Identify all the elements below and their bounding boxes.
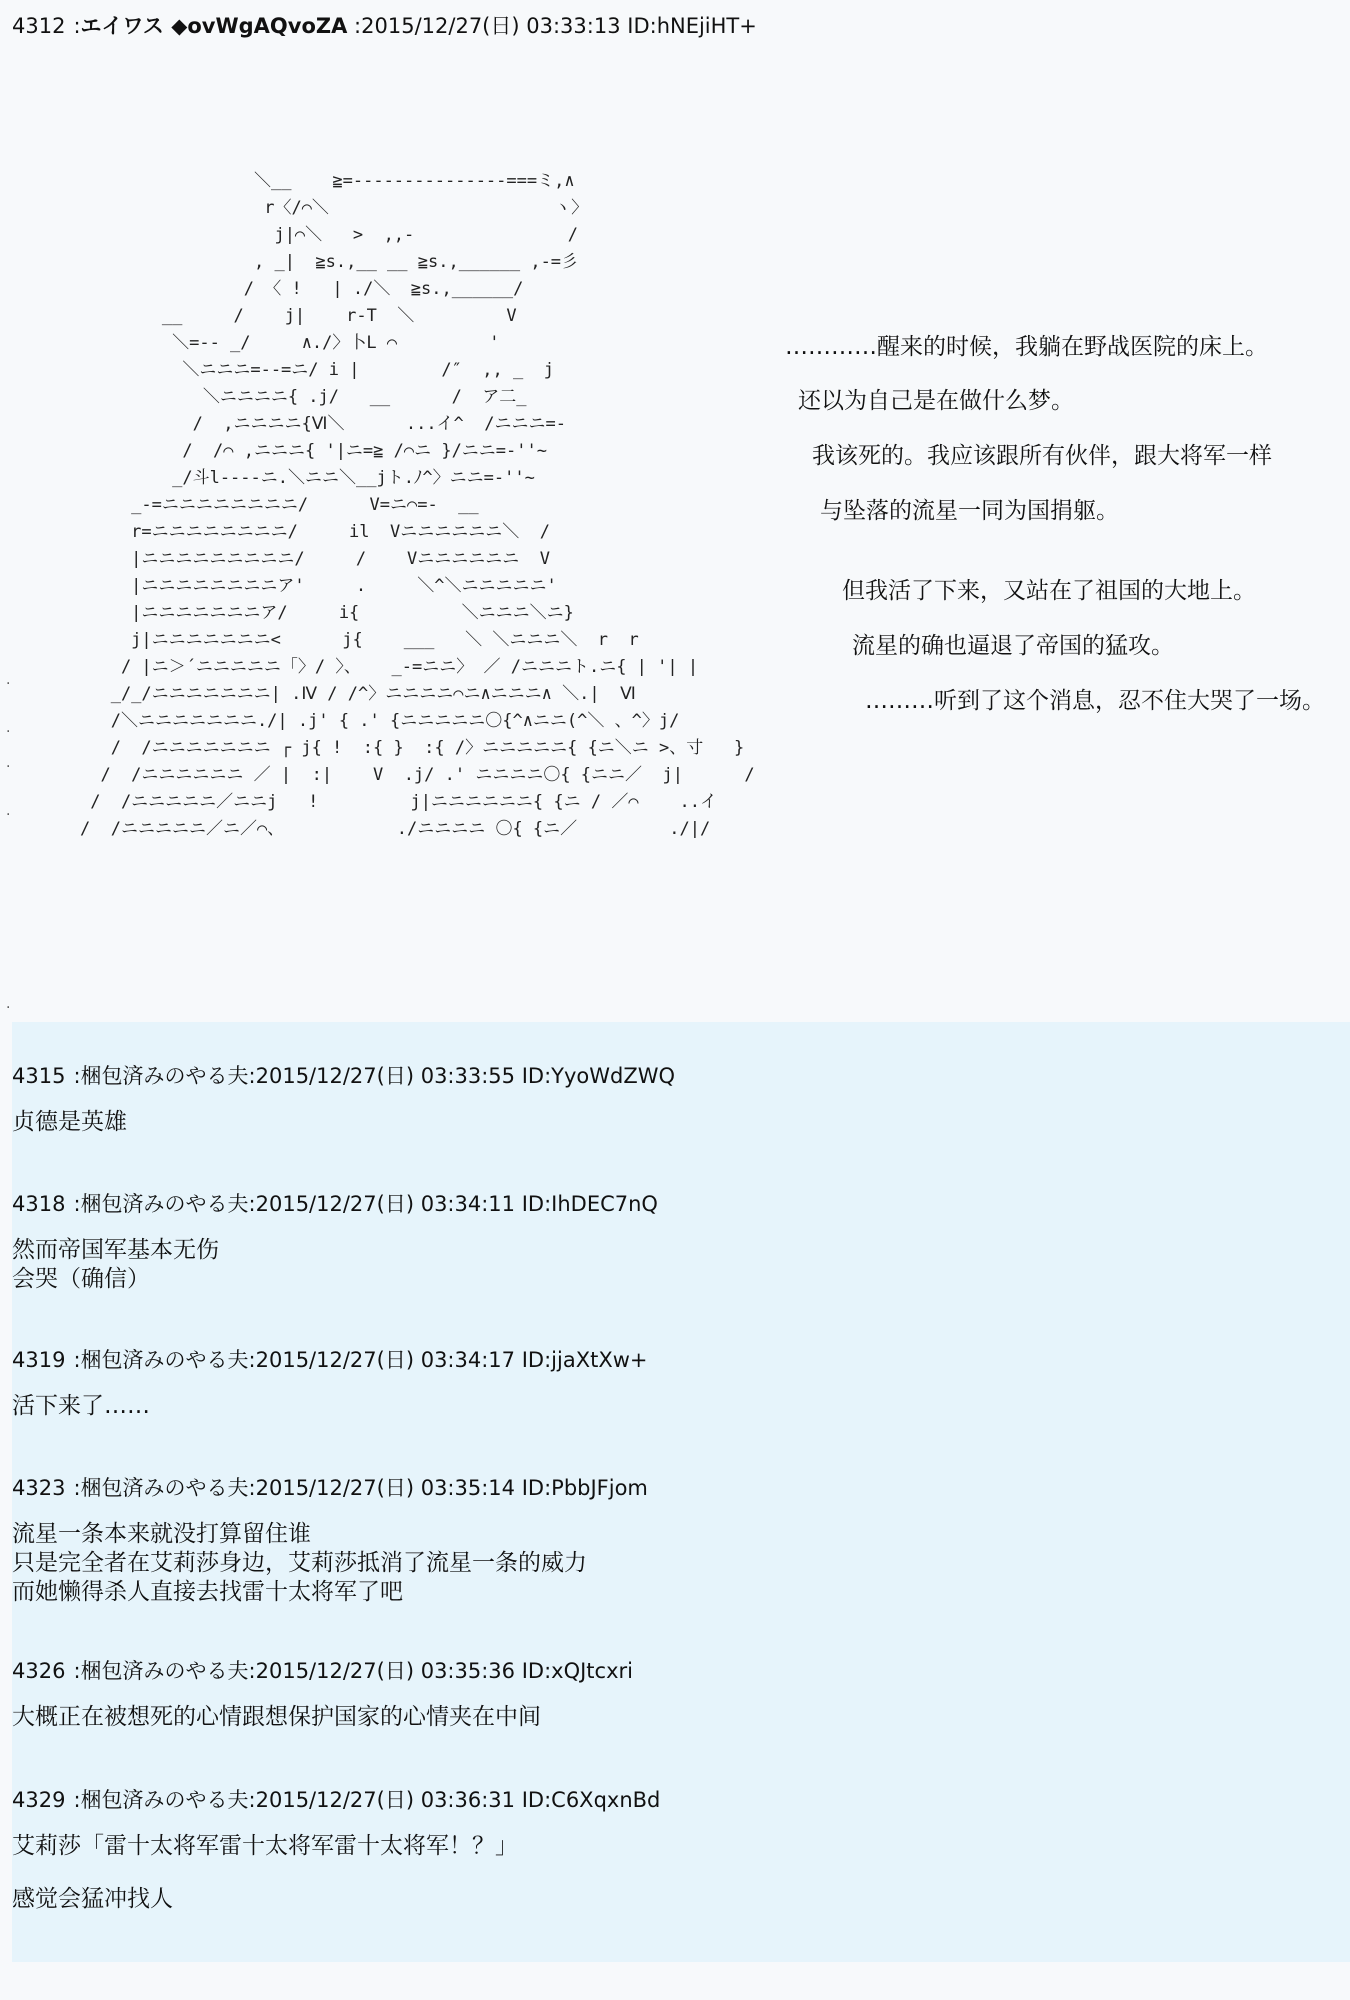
- ascii-art-text: ＼__ ≧=---------------===ミ,∧ r〈/⌒＼ ヽ〉 j|⌒＼ > ,,- / , _| ≧s.,__ __ ≧s.,______ ,-=彡 / 〈 ! | ./＼ ≧s.,______/ __ / j| r-T ＼ V ＼=-- _/ ∧./〉卜L ⌒ ' ＼ニニニ=--=ニ/ i | /″ ,, _ j ＼ニニニニ{ .j/ __ / ア二_ / ,ニニニニ{Ⅵ＼ ...イ^ /ニニニ=- / /⌒ ,ニニニ{ '|ニ=≧ /⌒ニ }/ニニ=-''~ _/斗l----ニ.＼ニニ＼__jト.ﾉ^〉ニニ=-''~ _-=ニニニニニニニニ/ V=ニ⌒=- __ r=ニニニニニニニニ/ il Vニニニニニニ＼ / |ニニニニニニニニニ/ / Vニニニニニニ V |ニニニニニニニニア' . ＼^＼ニニニニニ' |ニニニニニニニア/ i{ ＼ニニニ＼ニ} j|ニニニニニニニ< j{ ___ ＼ ＼ニニニ＼ r r / |ニ＞´ニニニニニ「〉/ 〉、 _-=ニニ〉 ／ /ニニニト.ニ{ | '| | _/_/ニニニニニニニ| .Ⅳ / /^〉ニニニニ⌒ニ∧ニニニ∧ ＼.| Ⅵ /＼ニニニニニニニ./| .j' { .' {ニニニニニ〇{^∧ニニ(^＼ 、^〉j/ / /ニニニニニニニ ┌ j{ ! :{ } :{ /〉ニニニニニ{ {ニ＼ニ >、寸 } / /ニニニニニニ ／ | :| V .j/ .' ニニニニ〇{ {ニニ／ j| / / /ニニニニニ／ニニj ! j|ニニニニニニ{ {ニ / ／⌒ ..イ / /ニニニニニ／ニ／⌒、 ./ニニニニ 〇{ {ニ／ ./|/: [80, 171, 755, 839]
- margin-dot: .: [6, 803, 11, 819]
- reply-body: [12, 1108, 1332, 1137]
- poster-id: ID:PbbJFjom: [521, 1476, 648, 1500]
- reply-header: 4323 :梱包済みのやる夫:2015/12/27(日) 03:35:14 ID:PbbJFjom: [12, 1476, 648, 1500]
- reply-line: 活下来了……: [12, 1393, 150, 1419]
- reply-body: [12, 1236, 1332, 1294]
- post-date: 2015/12/27(日) 03:35:14: [255, 1476, 516, 1500]
- narration-line: …………醒来的时候，我躺在野战医院的床上。: [785, 334, 1268, 360]
- poster-name: 梱包済みのやる夫: [80, 1476, 249, 1500]
- post-date: 2015/12/27(日) 03:35:36: [255, 1659, 516, 1683]
- post-number: 4319: [12, 1348, 66, 1372]
- op-post-header: 4312 :エイワス ◆ovWgAQvoZA :2015/12/27(日) 03:33:13 ID:hNEjiHT+: [12, 14, 757, 38]
- margin-dot: .: [6, 996, 11, 1012]
- margin-dot: .: [6, 720, 11, 736]
- reply-line: 会哭（确信）: [12, 1266, 150, 1292]
- post-number: 4318: [12, 1192, 66, 1216]
- reply-post: [12, 1190, 1332, 1294]
- post-number: 4315: [12, 1064, 66, 1088]
- reply-line: [12, 1861, 1332, 1885]
- reply-post: [12, 1346, 1332, 1421]
- post-date: 2015/12/27(日) 03:34:17: [255, 1348, 516, 1372]
- poster-name: 梱包済みのやる夫: [80, 1192, 249, 1216]
- poster-id: ID:C6XqxnBd: [521, 1788, 661, 1812]
- reply-header: 4315 :梱包済みのやる夫:2015/12/27(日) 03:33:55 ID:YyoWdZWQ: [12, 1064, 676, 1088]
- post-date: 2015/12/27(日) 03:34:11: [255, 1192, 516, 1216]
- post-date: 2015/12/27(日) 03:33:13: [361, 14, 621, 38]
- poster-name: エイワス ◆ovWgAQvoZA: [80, 14, 348, 38]
- reply-body: [12, 1703, 1332, 1732]
- reply-body: [12, 1520, 1332, 1607]
- reply-header: 4329 :梱包済みのやる夫:2015/12/27(日) 03:36:31 ID:C6XqxnBd: [12, 1788, 661, 1812]
- poster-name: 梱包済みのやる夫: [80, 1064, 249, 1088]
- post-number: 4326: [12, 1659, 66, 1683]
- margin-dot: .: [6, 672, 11, 688]
- post-number: 4312: [12, 14, 66, 38]
- narration-line: 与坠落的流星一同为国捐躯。: [820, 498, 1119, 524]
- reply-post: [12, 1657, 1332, 1732]
- reply-line: 流星一条本来就没打算留住谁: [12, 1521, 311, 1547]
- reply-line: 然而帝国军基本无伤: [12, 1237, 219, 1263]
- reply-post: [12, 1474, 1332, 1607]
- poster-name: 梱包済みのやる夫: [80, 1788, 249, 1812]
- poster-id: ID:IhDEC7nQ: [521, 1192, 658, 1216]
- post-number: 4329: [12, 1788, 66, 1812]
- post-date: 2015/12/27(日) 03:36:31: [255, 1788, 516, 1812]
- reply-body: [12, 1392, 1332, 1421]
- poster-name: 梱包済みのやる夫: [80, 1659, 249, 1683]
- narration-line: 流星的确也逼退了帝国的猛攻。: [852, 633, 1174, 659]
- narration-line: 但我活了下来，又站在了祖国的大地上。: [842, 578, 1256, 604]
- reply-header: 4326 :梱包済みのやる夫:2015/12/27(日) 03:35:36 ID:xQJtcxri: [12, 1659, 633, 1683]
- post-date: 2015/12/27(日) 03:33:55: [255, 1064, 516, 1088]
- poster-id: ID:xQJtcxri: [521, 1659, 633, 1683]
- reply-line: 感觉会猛冲找人: [12, 1886, 173, 1912]
- margin-dot: .: [6, 755, 11, 771]
- reply-post: [12, 1062, 1332, 1137]
- reply-line: 艾莉莎「雷十太将军雷十太将军雷十太将军！？」: [12, 1833, 518, 1859]
- reply-line: 贞德是英雄: [12, 1109, 127, 1135]
- poster-id: ID:hNEjiHT+: [627, 14, 757, 38]
- reply-line: 大概正在被想死的心情跟想保护国家的心情夹在中间: [12, 1704, 541, 1730]
- reply-list: [12, 1022, 1350, 1962]
- narration-line: ………听到了这个消息，忍不住大哭了一场。: [865, 688, 1325, 714]
- post-number: 4323: [12, 1476, 66, 1500]
- narration-line: 我该死的。我应该跟所有伙伴，跟大将军一样: [812, 443, 1272, 469]
- reply-post: [12, 1786, 1332, 1914]
- reply-header: 4319 :梱包済みのやる夫:2015/12/27(日) 03:34:17 ID:jjaXtXw+: [12, 1348, 648, 1372]
- poster-id: ID:YyoWdZWQ: [521, 1064, 676, 1088]
- reply-line: 而她懒得杀人直接去找雷十太将军了吧: [12, 1579, 403, 1605]
- poster-id: ID:jjaXtXw+: [521, 1348, 648, 1372]
- reply-header: 4318 :梱包済みのやる夫:2015/12/27(日) 03:34:11 ID:IhDEC7nQ: [12, 1192, 658, 1216]
- reply-line: 只是完全者在艾莉莎身边，艾莉莎抵消了流星一条的威力: [12, 1550, 587, 1576]
- reply-body: [12, 1832, 1332, 1914]
- ascii-art: [80, 168, 800, 858]
- narration-line: 还以为自己是在做什么梦。: [798, 388, 1074, 414]
- poster-name: 梱包済みのやる夫: [80, 1348, 249, 1372]
